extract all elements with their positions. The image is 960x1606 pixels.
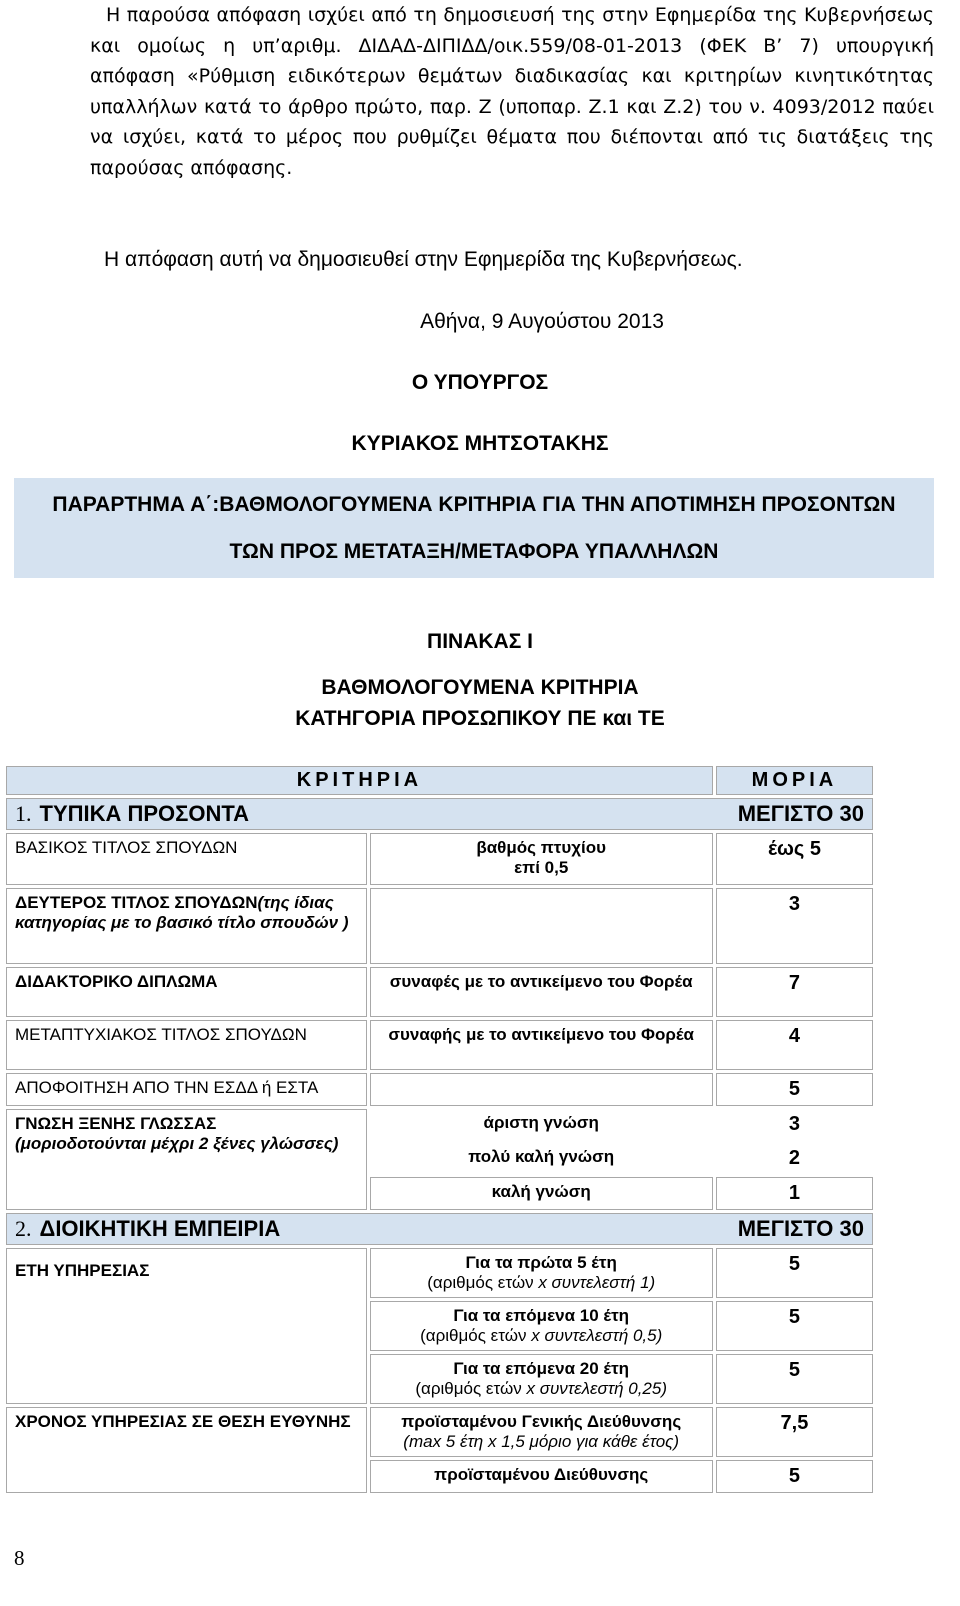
- table-row: [6, 967, 873, 1017]
- criterion-label: ΓΝΩΣΗ ΞΕΝΗΣ ΓΛΩΣΣΑΣ: [15, 1114, 217, 1133]
- section-2-row: [6, 1213, 873, 1245]
- criterion-points: έως 5: [716, 833, 873, 885]
- header-points: ΜΟΡΙΑ: [716, 766, 873, 795]
- criterion-note: x συντελεστή 0,25): [526, 1379, 667, 1398]
- criterion-label: ΧΡΟΝΟΣ ΥΠΗΡΕΣΙΑΣ ΣΕ ΘΕΣΗ ΕΥΘΥΝΗΣ: [6, 1407, 367, 1493]
- criterion-points: 5: [716, 1073, 873, 1106]
- criterion-label: ΔΙΔΑΚΤΟΡΙΚΟ ΔΙΠΛΩΜΑ: [6, 967, 367, 1017]
- criterion-label: ΜΕΤΑΠΤΥΧΙΑΚΟΣ ΤΙΤΛΟΣ ΣΠΟΥΔΩΝ: [6, 1020, 367, 1070]
- criterion-detail: προϊσταμένου Γενικής Διεύθυνσης: [401, 1412, 682, 1431]
- table-subtitle-1: ΒΑΘΜΟΛΟΓΟΥΜΕΝΑ ΚΡΙΤΗΡΙΑ: [321, 676, 639, 699]
- criterion-points: 5: [716, 1354, 873, 1404]
- section-2-max: ΜΕΓΙΣΤΟ 30: [737, 1216, 864, 1241]
- table-row: [6, 1407, 873, 1457]
- criterion-points: 2: [788, 1147, 800, 1169]
- date-line: Αθήνα, 9 Αυγούστου 2013: [420, 310, 664, 333]
- criterion-note: (μοριοδοτούνται μέχρι 2 ξένες γλώσσες): [15, 1134, 339, 1153]
- minister-title: Ο ΥΠΟΥΡΓΟΣ: [411, 371, 549, 394]
- criterion-detail: προϊσταμένου Διεύθυνσης: [370, 1460, 713, 1493]
- criterion-note: (της ίδιας κατηγορίας με το βασικό τίτλο σπουδών ): [15, 893, 349, 932]
- criterion-note: (max 5 έτη x 1,5 μόριο για κάθε έτος): [403, 1432, 680, 1451]
- criterion-detail: συναφής με το αντικείμενο του Φορέα: [370, 1020, 713, 1070]
- criterion-points: 3: [788, 1113, 800, 1135]
- table-subtitle-2: ΚΑΤΗΓΟΡΙΑ ΠΡΟΣΩΠΙΚΟΥ ΠΕ και ΤΕ: [295, 707, 665, 730]
- section-2-number: 2.: [15, 1216, 32, 1241]
- criterion-detail: επί 0,5: [514, 858, 569, 877]
- criterion-detail: Για τα επόμενα 20 έτη: [453, 1359, 630, 1378]
- criterion-label: ΑΠΟΦΟΙΤΗΣΗ ΑΠΟ ΤΗΝ ΕΣΔΔ ή ΕΣΤΑ: [6, 1073, 367, 1106]
- criterion-label: ΒΑΣΙΚΟΣ ΤΙΤΛΟΣ ΣΠΟΥΔΩΝ: [6, 833, 367, 885]
- table-label: ΠΙΝΑΚΑΣ Ι: [427, 630, 533, 653]
- table-header-row: [6, 766, 873, 795]
- annex-heading: [14, 478, 934, 578]
- criterion-detail: καλή γνώση: [370, 1177, 713, 1210]
- criterion-points: 5: [716, 1460, 873, 1493]
- table-row: [6, 888, 873, 964]
- criterion-points: 1: [716, 1177, 873, 1210]
- criterion-points: 5: [716, 1301, 873, 1351]
- page-number: 8: [14, 1546, 25, 1570]
- table-row: [6, 1073, 873, 1106]
- annex-line-1: ΠΑΡΑΡΤΗΜΑ Α΄:ΒΑΘΜΟΛΟΓΟΥΜΕΝΑ ΚΡΙΤΗΡΙΑ ΓΙΑ ΤΗΝ ΑΠΟΤΙΜΗΣΗ ΠΡΟΣΟΝΤΩΝ: [52, 493, 896, 516]
- publication-paragraph: Η απόφαση αυτή να δημοσιευθεί στην Εφημερίδα της Κυβερνήσεως.: [104, 248, 743, 271]
- table-row: [6, 833, 873, 885]
- header-criteria: ΚΡΙΤΗΡΙΑ: [6, 766, 713, 795]
- section-1-label: ΤΥΠΙΚΑ ΠΡΟΣΟΝΤΑ: [39, 801, 250, 826]
- section-1-max: ΜΕΓΙΣΤΟ 30: [737, 801, 864, 826]
- criterion-label: ΕΤΗ ΥΠΗΡΕΣΙΑΣ: [6, 1248, 367, 1404]
- criterion-points: 7: [716, 967, 873, 1017]
- criterion-detail: συναφές με το αντικείμενο του Φορέα: [370, 967, 713, 1017]
- criterion-note: x συντελεστή 0,5): [531, 1326, 663, 1345]
- criterion-points: 7,5: [716, 1407, 873, 1457]
- section-1-row: [6, 798, 873, 830]
- criteria-table: [3, 763, 876, 1496]
- criterion-note: x συντελεστή 1): [538, 1273, 656, 1292]
- criterion-detail: Για τα πρώτα 5 έτη: [465, 1253, 617, 1272]
- table-row: [6, 1020, 873, 1070]
- criterion-note: (αριθμός ετών: [415, 1379, 527, 1398]
- annex-line-2: ΤΩΝ ΠΡΟΣ ΜΕΤΑΤΑΞΗ/ΜΕΤΑΦΟΡΑ ΥΠΑΛΛΗΛΩΝ: [229, 540, 719, 563]
- criterion-detail: άριστη γνώση: [483, 1113, 599, 1132]
- criterion-note: (αριθμός ετών: [420, 1326, 532, 1345]
- criterion-points: 3: [716, 888, 873, 964]
- minister-name: ΚΥΡΙΑΚΟΣ ΜΗΤΣΟΤΑΚΗΣ: [351, 432, 609, 455]
- criterion-detail: Για τα επόμενα 10 έτη: [453, 1306, 630, 1325]
- table-row: [6, 1109, 873, 1140]
- section-1-number: 1.: [15, 801, 32, 826]
- criterion-note: (αριθμός ετών: [427, 1273, 539, 1292]
- criterion-points: 4: [716, 1020, 873, 1070]
- criterion-points: 5: [716, 1248, 873, 1298]
- criterion-label: ΔΕΥΤΕΡΟΣ ΤΙΤΛΟΣ ΣΠΟΥΔΩΝ: [15, 893, 258, 912]
- section-2-label: ΔΙΟΙΚΗΤΙΚΗ ΕΜΠΕΙΡΙΑ: [39, 1216, 281, 1241]
- criterion-detail: βαθμός πτυχίου: [476, 838, 607, 857]
- intro-paragraph: Η παρούσα απόφαση ισχύει από τη δημοσιευσή της στην Εφημερίδα της Κυβερνήσεως και ομοίως η υπ’αριθμ. ΔΙΔΑΔ-ΔΙΠΙΔΔ/οικ.559/08-01-2013 (ΦΕΚ Β’ 7) υπουργική απόφαση «Ρύθμιση ειδικότερων θεμάτων διαδικασίας και κριτηρίων κινητικότητας υπαλλήλων κατά το άρθρο πρώτο, παρ. Ζ (υποπαρ. Ζ.1 και Ζ.2) του ν. 4093/2012 παύει να ισχύει, κατά το μέρος που ρυθμίζει θέματα που διέπονται από τις διατάξεις της παρούσας απόφασης.: [90, 4, 934, 179]
- criterion-detail: πολύ καλή γνώση: [468, 1147, 615, 1166]
- table-row: [6, 1248, 873, 1298]
